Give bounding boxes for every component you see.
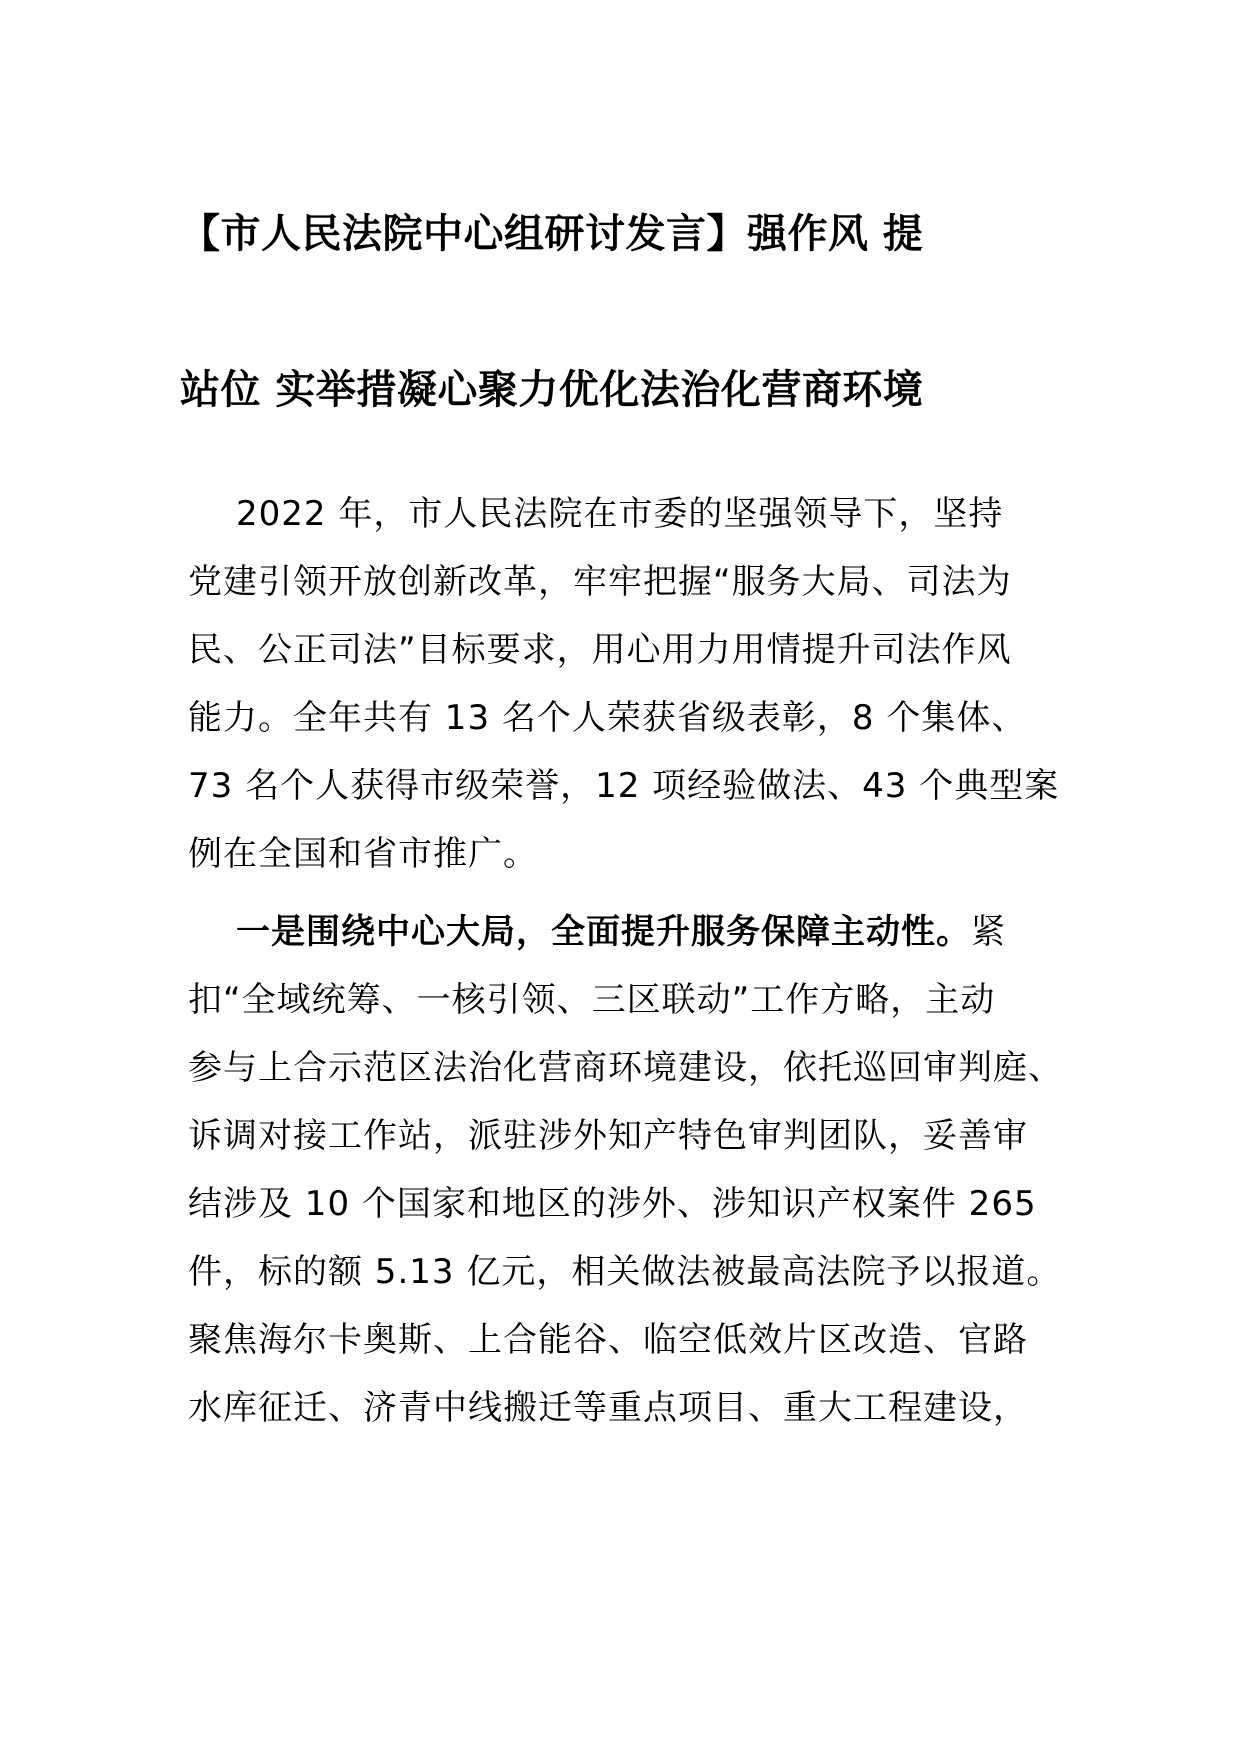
document-title-line-1: 【市人民法院中心组研讨发言】强作风 提 bbox=[180, 211, 924, 257]
paragraph-1-line-5: 73 名个人获得市级荣誉，12 项经验做法、43 个典型案 bbox=[188, 766, 1060, 806]
paragraph-2-line-1 bbox=[236, 910, 1006, 954]
paragraph-2-line-2: 扣“全域统筹、一核引领、三区联动”工作方略，主动 bbox=[188, 980, 996, 1020]
paragraph-2-lead: 一是围绕中心大局，全面提升服务保障主动性。 bbox=[236, 912, 971, 952]
paragraph-1-line-1: 2022 年，市人民法院在市委的坚强领导下，坚持 bbox=[236, 494, 1004, 534]
document-title-line-2: 站位 实举措凝心聚力优化法治化营商环境 bbox=[180, 367, 924, 413]
paragraph-1-line-2: 党建引领开放创新改革，牢牢把握“服务大局、司法为 bbox=[188, 562, 1012, 602]
paragraph-2-line-3: 参与上合示范区法治化营商环境建设，依托巡回审判庭、 bbox=[188, 1048, 1063, 1088]
paragraph-2-line-4: 诉调对接工作站，派驻涉外知产特色审判团队，妥善审 bbox=[188, 1116, 1028, 1156]
paragraph-2-line-1-tail: 紧 bbox=[971, 912, 1006, 952]
paragraph-2-line-7: 聚焦海尔卡奥斯、上合能谷、临空低效片区改造、官路 bbox=[188, 1320, 1028, 1360]
paragraph-1-line-6: 例在全国和省市推广。 bbox=[188, 834, 538, 874]
paragraph-2-line-5: 结涉及 10 个国家和地区的涉外、涉知识产权案件 265 bbox=[188, 1184, 1037, 1224]
paragraph-1-line-4: 能力。全年共有 13 名个人荣获省级表彰，8 个集体、 bbox=[188, 698, 1027, 738]
paragraph-2-line-8: 水库征迁、济青中线搬迁等重点项目、重大工程建设， bbox=[188, 1388, 1028, 1428]
paragraph-1-line-3: 民、公正司法”目标要求，用心用力用情提升司法作风 bbox=[188, 630, 1012, 670]
paragraph-2-line-6: 件，标的额 5.13 亿元，相关做法被最高法院予以报道。 bbox=[188, 1252, 1062, 1292]
